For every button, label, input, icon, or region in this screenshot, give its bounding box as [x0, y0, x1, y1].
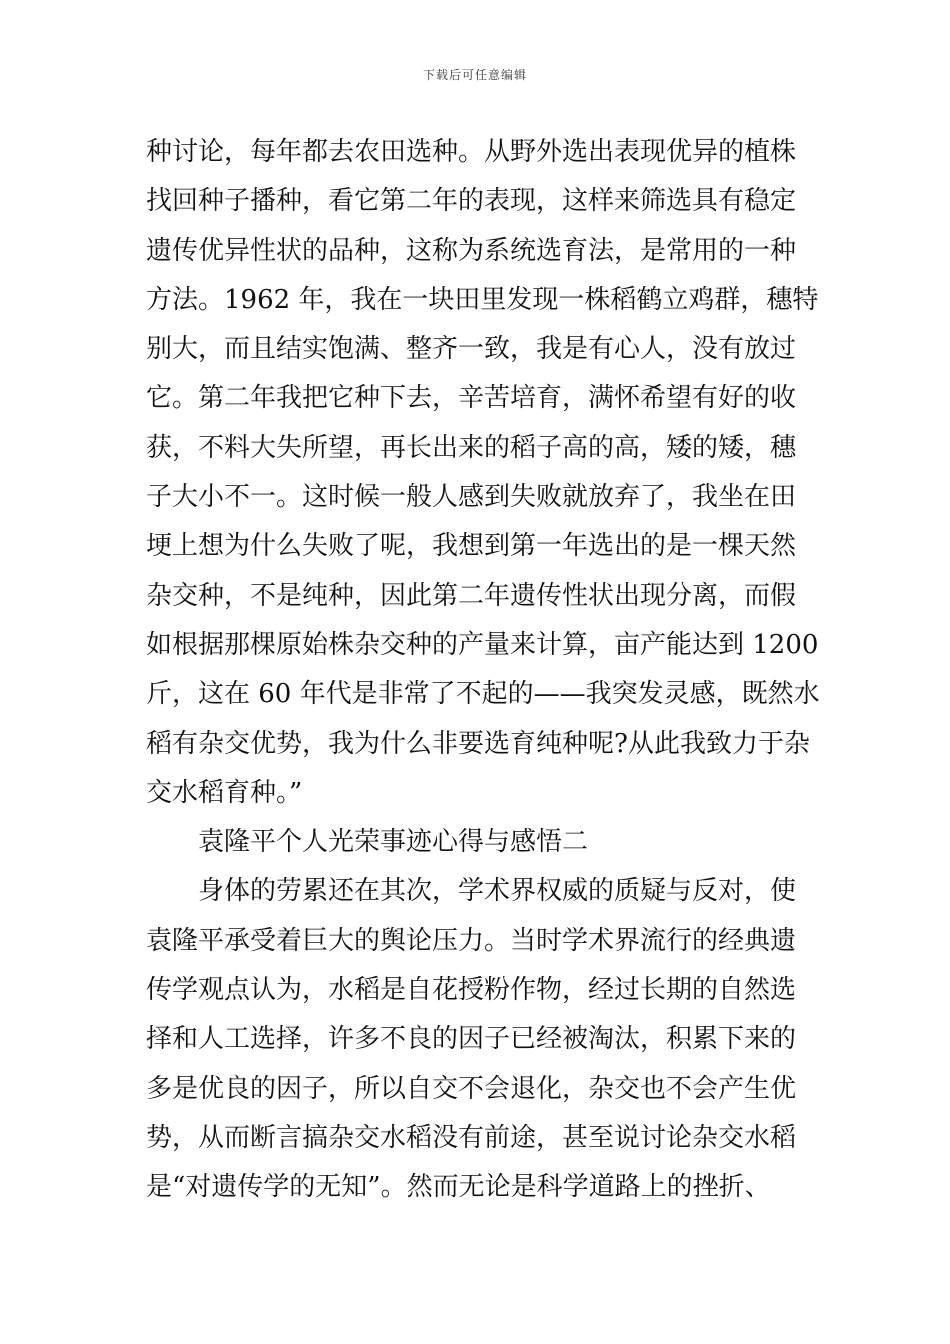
text-line: 如根据那棵原始株杂交种的产量来计算，亩产能达到 1200	[146, 629, 819, 660]
text-line: 斤，这在 60 年代是非常了不起的——我突发灵感，既然水	[146, 679, 820, 710]
text-line: 它。第二年我把它种下去，辛苦培育，满怀希望有好的收	[146, 383, 797, 414]
text-line: 方法。1962 年，我在一块田里发现一株稻鹤立鸡群，穗特	[146, 284, 819, 315]
text-line: 杂交种，不是纯种，因此第二年遗传性状出现分离，而假	[146, 580, 797, 611]
text-line: 别大，而且结实饱满、整齐一致，我是有心人，没有放过	[146, 334, 797, 365]
text-line: 势，从而断言搞杂交水稻没有前途，甚至说讨论杂交水稻	[146, 1122, 797, 1153]
text-line: 种讨论，每年都去农田选种。从野外选出表现优异的植株	[146, 137, 797, 167]
text-line: 传学观点认为，水稻是自花授粉作物，经过长期的自然选	[146, 975, 797, 1006]
text-line: 袁隆平承受着巨大的舆论压力。当时学术界流行的经典遗	[146, 925, 797, 956]
paragraph-first-line: 身体的劳累还在其次，学术界权威的质疑与反对，使	[198, 876, 797, 907]
text-line: 埂上想为什么失败了呢，我想到第一年选出的是一棵天然	[146, 531, 797, 562]
text-line: 是“对遗传学的无知”。然而无论是科学道路上的挫折、	[146, 1172, 771, 1203]
text-line: 遗传优异性状的品种，这称为系统选育法，是常用的一种	[146, 235, 797, 266]
body-text	[146, 128, 820, 1213]
text-line: 多是优良的因子，所以自交不会退化，杂交也不会产生优	[146, 1073, 797, 1104]
section-heading: 袁隆平个人光荣事迹心得与感悟二	[198, 827, 589, 858]
text-line: 交水稻育种。”	[146, 777, 303, 808]
text-line: 择和人工选择，许多不良的因子已经被淘汰，积累下来的	[146, 1024, 797, 1055]
page-header: 下载后可任意编辑	[422, 68, 527, 82]
text-line: 找回种子播种，看它第二年的表现，这样来筛选具有稳定	[146, 186, 797, 217]
text-line: 子大小不一。这时候一般人感到失败就放弃了，我坐在田	[146, 482, 797, 513]
text-line: 获，不料大失所望，再长出来的稻子高的高，矮的矮，穗	[146, 432, 797, 463]
text-line: 稻有杂交优势，我为什么非要选育纯种呢?从此我致力于杂	[146, 728, 810, 759]
